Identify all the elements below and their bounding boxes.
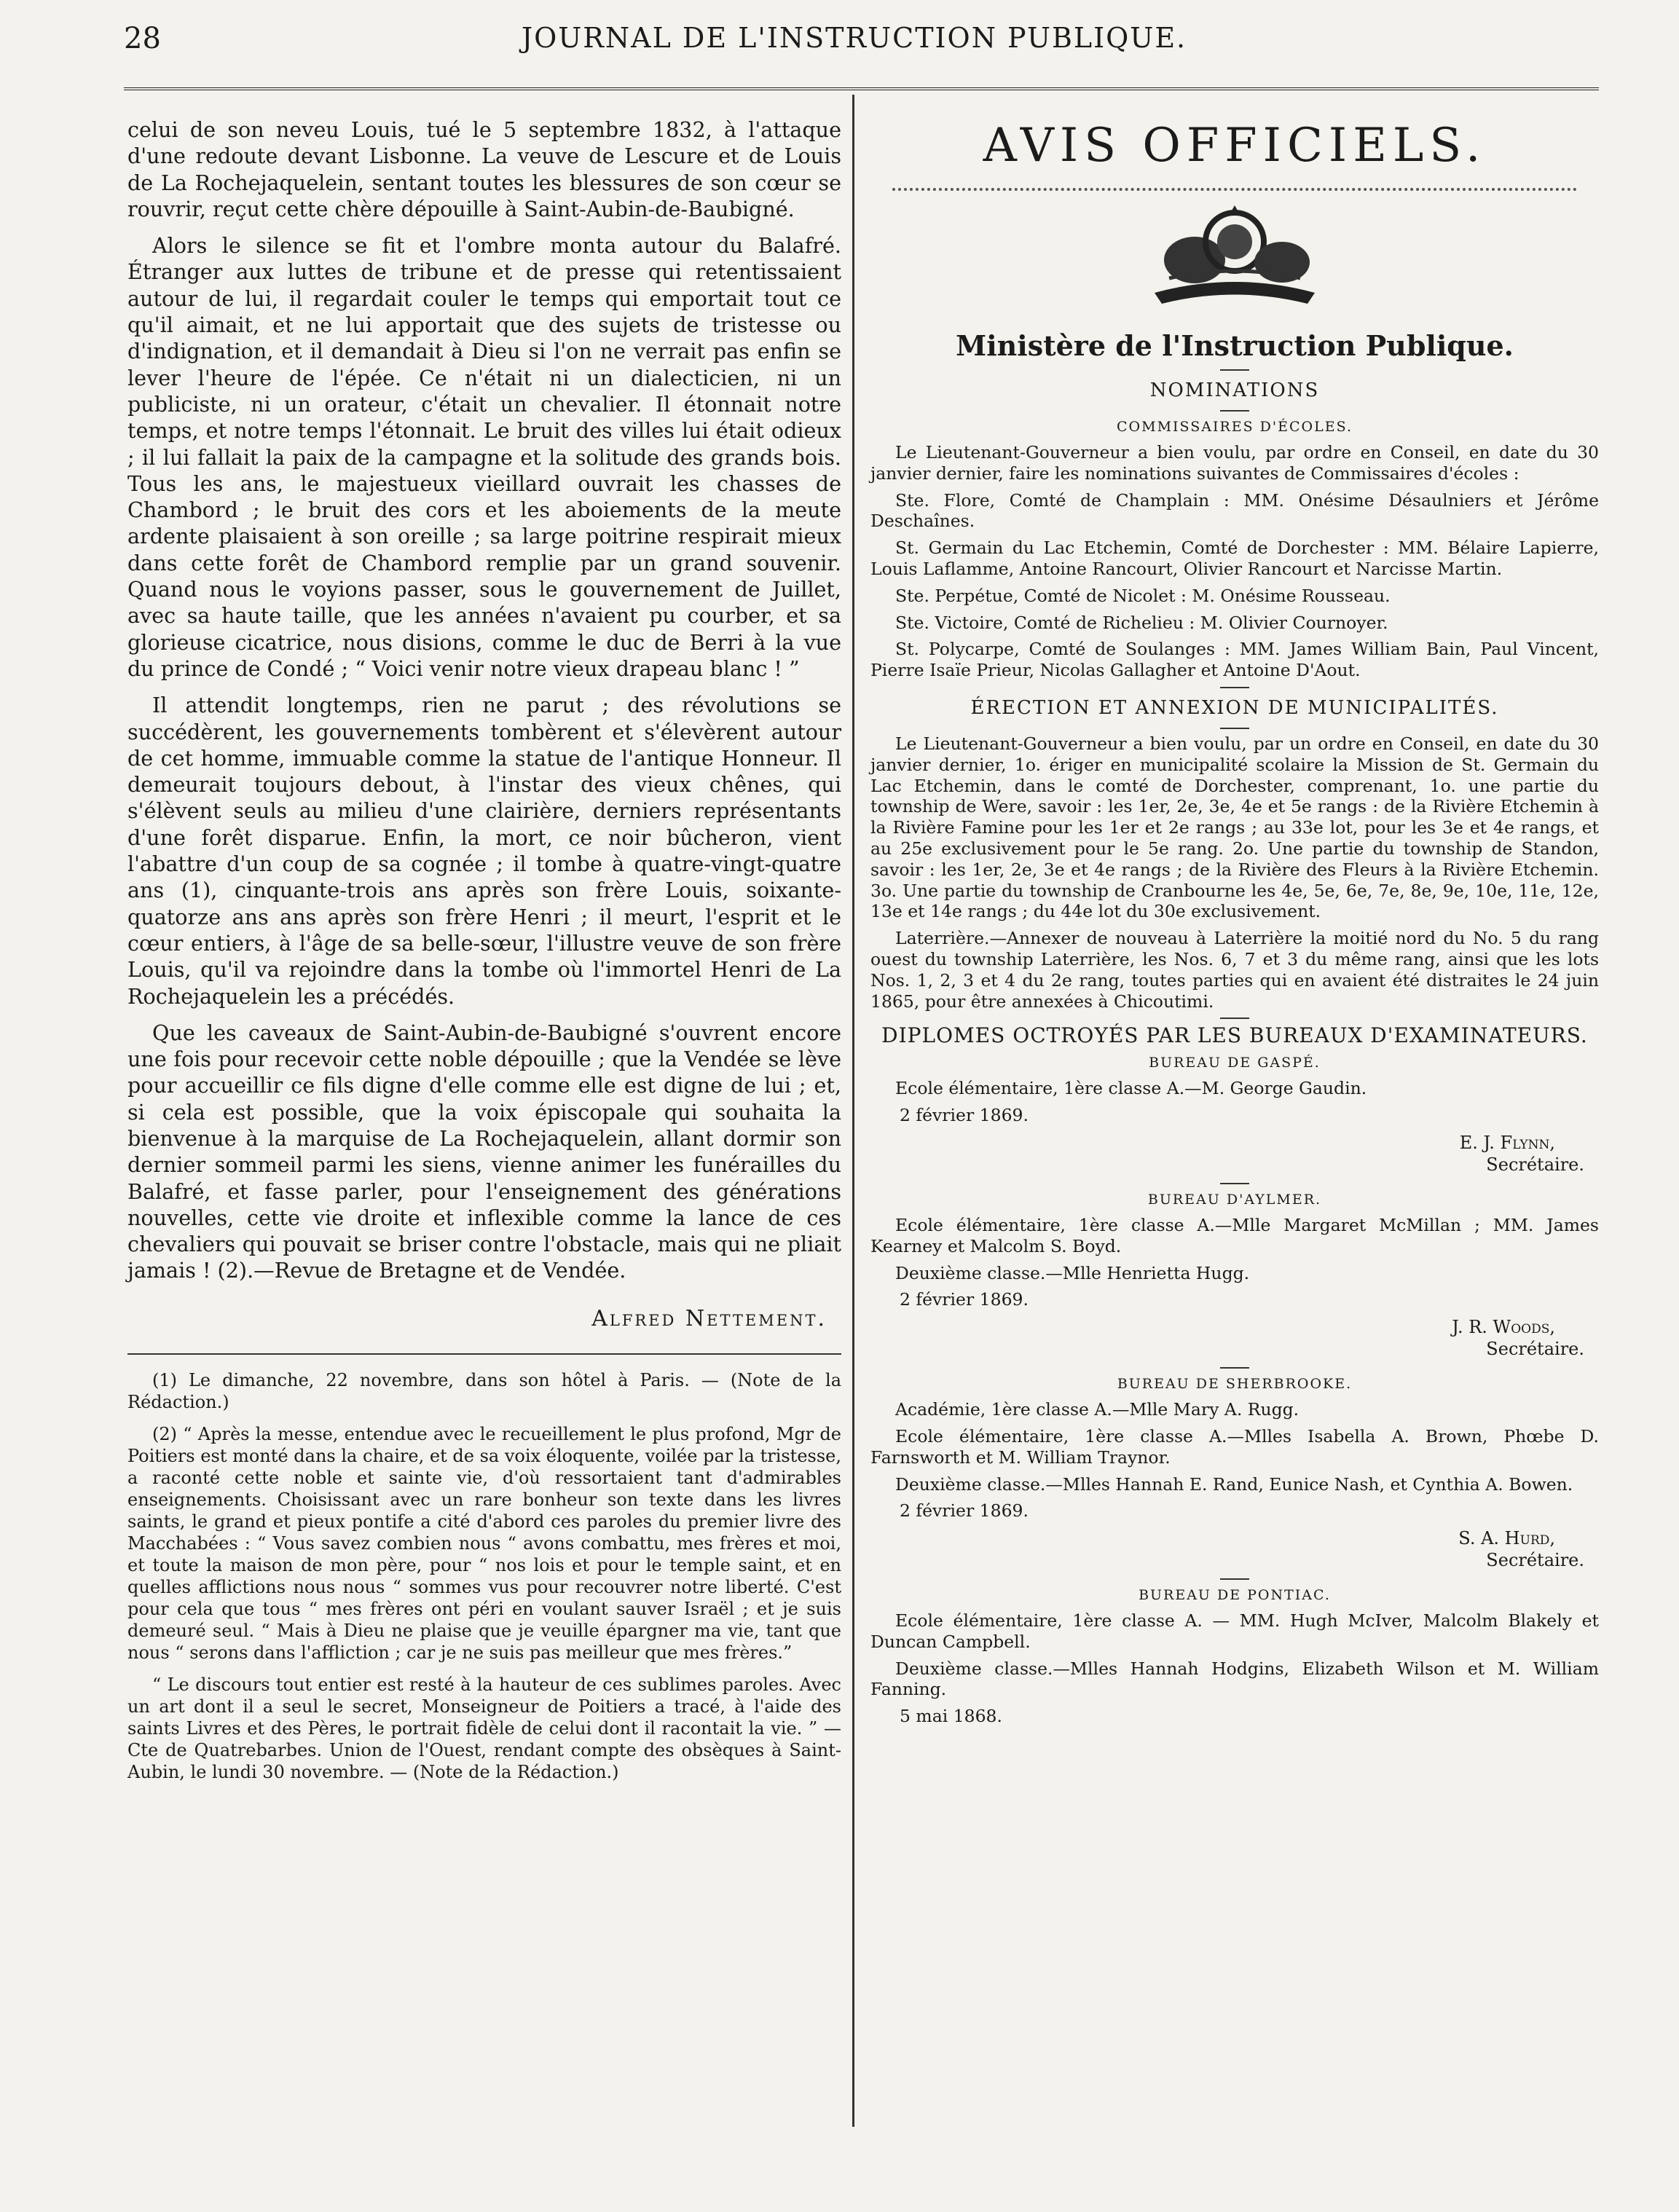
short-rule bbox=[1220, 410, 1249, 412]
bureau-name: BUREAU D'AYLMER. bbox=[1147, 1191, 1322, 1208]
secretary-signature bbox=[870, 1316, 1584, 1360]
secretary-role: Secrétaire. bbox=[1486, 1550, 1584, 1571]
secretary-role: Secrétaire. bbox=[1486, 1154, 1584, 1175]
bureau-date: 5 mai 1868. bbox=[900, 1706, 1002, 1727]
author-signature: Alfred Nettement. bbox=[591, 1305, 827, 1331]
bureau-line: Ecole élémentaire, 1ère classe A.—M. George Gaudin. bbox=[895, 1078, 1367, 1099]
dotted-rule bbox=[892, 188, 1577, 191]
bureau-line: Ecole élémentaire, 1ère classe A.—Mlles Isabella A. Brown, Phœbe D. Farnsworth et M. William Traynor. bbox=[870, 1425, 1599, 1468]
footnote: “ Le discours tout entier est resté à la hauteur de ces sublimes paroles. Avec un art dont il a seul le secret, Monseigneur de Poitiers a tracé, à l'aide des saints Livres et des Pères, le portrait fidèle de celui dont il racontait la vie. ” — Cte de Quatrebarbes. Union de l'Ouest, rendant compte des obsèques à Saint-Aubin, le lundi 30 novembre. — (Note de la Rédaction.) bbox=[127, 1674, 841, 1782]
secretary-name: E. J. Flynn, bbox=[1459, 1132, 1555, 1153]
bureau-line: Ecole élémentaire, 1ère classe A. — MM. Hugh McIver, Malcolm Blakely et Duncan Campbell. bbox=[870, 1610, 1599, 1652]
bureau-date: 2 février 1869. bbox=[900, 1105, 1029, 1126]
column-divider bbox=[852, 95, 854, 2127]
commissaires-item: St. Polycarpe, Comté de Soulanges : MM. James William Bain, Paul Vincent, Pierre Isaïe Prieur, Nicolas Gallagher et Antoine D'Aout. bbox=[870, 639, 1599, 681]
footnote-rule bbox=[127, 1353, 841, 1355]
header-rule bbox=[124, 87, 1599, 90]
coat-of-arms-icon bbox=[1125, 198, 1344, 315]
short-rule bbox=[1220, 1367, 1249, 1369]
bureau-line: Deuxième classe.—Mlles Hannah Hodgins, Elizabeth Wilson et M. William Fanning. bbox=[870, 1658, 1599, 1700]
commissaires-item: Le Lieutenant-Gouverneur a bien voulu, par ordre en Conseil, en date du 30 janvier dernier, faire les nominations suivantes de Commissaires d'écoles : bbox=[870, 442, 1599, 484]
page-header bbox=[124, 22, 1584, 66]
secretary-name: J. R. Woods, bbox=[1452, 1317, 1555, 1338]
bureau-name: BUREAU DE PONTIAC. bbox=[1139, 1587, 1331, 1604]
secretary-role: Secrétaire. bbox=[1486, 1339, 1584, 1360]
erection-paragraph: Le Lieutenant-Gouverneur a bien voulu, par un ordre en Conseil, en date du 30 janvier dernier, 1o. ériger en municipalité scolaire la Mission de St. Germain du Lac Etchemin, dans le comté de Dorchester, comprenant, 1o. une partie du township de Were, savoir : les 1er, 2e, 3e, 4e et 5e rangs : de la Rivière Etchemin à la Rivière Famine pour les 1er et 2e rangs ; au 33e lot, pour les 3e et 4e rangs, et au 25e exclusivement pour le 5e rang. 2o. Une partie du township de Standon, savoir : les 1er, 2e, 3e et 4e rangs ; de la Rivière des Fleurs à la Rivière Etchemin. 3o. Une partie du township de Cranbourne les 4e, 5e, 6e, 7e, 8e, 9e, 10e, 11e, 12e, 13e et 14e rangs ; du 44e lot du 30e exclusivement. bbox=[870, 733, 1599, 922]
short-rule bbox=[1220, 1578, 1249, 1580]
bureau-line: Deuxième classe.—Mlles Hannah E. Rand, Eunice Nash, et Cynthia A. Bowen. bbox=[895, 1473, 1573, 1495]
bureau-line: Ecole élémentaire, 1ère classe A.—Mlle Margaret McMillan ; MM. James Kearney et Malcolm S. Boyd. bbox=[870, 1214, 1599, 1256]
bureau-date: 2 février 1869. bbox=[900, 1500, 1029, 1522]
commissaires-item: Ste. Victoire, Comté de Richelieu : M. Olivier Cournoyer. bbox=[895, 612, 1388, 633]
left-column bbox=[127, 117, 841, 1793]
article-body bbox=[127, 117, 841, 1284]
short-rule bbox=[1220, 1183, 1249, 1184]
erection-paragraph: Laterrière.—Annexer de nouveau à Laterrière la moitié nord du No. 5 du rang ouest du township Laterrière, les Nos. 6, 7 et 3 du même rang, ainsi que les lots Nos. 1, 2, 3 et 4 du 2e rang, toutes parties qui en avaient été distraites le 24 juin 1865, pour être annexées à Chicoutimi. bbox=[870, 928, 1599, 1012]
article-paragraph: Il attendit longtemps, rien ne parut ; des révolutions se succédèrent, les gouvernements tombèrent et s'élevèrent autour de cet homme, immuable comme la statue de l'antique Honneur. Il demeurait toujours debout, à l'instar des vieux chênes, qui s'élèvent seuls au milieu d'une clairière, derniers représentants d'une forêt disparue. Enfin, la mort, ce noir bûcheron, vient l'abattre d'un coup de sa cognée ; il tombe à quatre-vingt-quatre ans (1), cinquante-trois ans après son frère Louis, soixante-quatorze ans ans après son frère Henri ; il meurt, l'esprit et le cœur entiers, à l'âge de sa belle-sœur, l'illustre veuve de son frère Louis, qu'il va rejoindre dans la tombe où l'immortel Henri de La Rochejaquelein les a précédés. bbox=[127, 693, 841, 1009]
erection-heading: ÉRECTION ET ANNEXION DE MUNICIPALITÉS. bbox=[970, 696, 1499, 719]
page-number: 28 bbox=[124, 22, 161, 55]
secretary-signature bbox=[870, 1132, 1584, 1176]
bureau-name: BUREAU DE SHERBROOKE. bbox=[1117, 1376, 1353, 1393]
avis-title: AVIS OFFICIELS. bbox=[983, 119, 1487, 173]
commissaires-list bbox=[870, 442, 1599, 681]
secretary-name: S. A. Hurd, bbox=[1458, 1528, 1555, 1549]
secretary-signature bbox=[870, 1527, 1584, 1571]
short-rule bbox=[1220, 1018, 1249, 1019]
commissaires-item: St. Germain du Lac Etchemin, Comté de Dorchester : MM. Bélaire Lapierre, Louis Laflamme, Antoine Rancourt, Olivier Rancourt et Narcisse Martin. bbox=[870, 538, 1599, 579]
bureau-line: Deuxième classe.—Mlle Henrietta Hugg. bbox=[895, 1262, 1250, 1283]
commissaires-item: Ste. Flore, Comté de Champlain : MM. Onésime Désaulniers et Jérôme Deschaînes. bbox=[870, 489, 1599, 532]
article-paragraph: celui de son neveu Louis, tué le 5 septembre 1832, à l'attaque d'une redoute devant Lisbonne. La veuve de Lescure et de Louis de La Rochejaquelein, sentant toutes les blessures de son cœur se rouvrir, reçut cette chère dépouille à Saint-Aubin-de-Baubigné. bbox=[127, 117, 841, 221]
bureau-entries bbox=[870, 1078, 1599, 1126]
bureau-name: BUREAU DE GASPÉ. bbox=[1149, 1055, 1321, 1071]
commissaires-item: Ste. Perpétue, Comté de Nicolet : M. Onésime Rousseau. bbox=[895, 585, 1391, 606]
article-paragraph: Que les caveaux de Saint-Aubin-de-Baubigné s'ouvrent encore une fois pour recevoir cette noble dépouille ; que la Vendée se lève pour accueillir ce fils digne d'elle comme elle est digne de lui ; et, si cela est possible, que la voix épiscopale qui souhaita la bienvenue à la marquise de La Rochejaquelein, allant dormir son dernier sommeil parmi les siens, vienne animer les funérailles du Balafré, et fasse parler, pour l'enseignement des générations nouvelles, cette vie droite et inflexible comme la lance de ces chevaliers qui pouvait se briser contre l'obstacle, mais qui ne pliait jamais ! (2).—Revue de Bretagne et de Vendée. bbox=[127, 1020, 841, 1283]
footnote: (2) “ Après la messe, entendue avec le recueillement le plus profond, Mgr de Poitiers est monté dans la chaire, et de sa voix éloquente, voilée par la tristesse, a raconté cette noble et sainte vie, d'où ressortaient tant d'admirables enseignements. Choisissant avec un rare bonheur son texte dans les livres saints, le grand et pieux pontife a cité d'abord ces paroles du premier livre des Macchabées : “ Vous savez combien nous “ avons combattu, mes frères et moi, et toute la maison de mon père, pour “ nos lois et pour le temple saint, et en quelles afflictions nous nous “ sommes vus pour recouvrer notre liberté. C'est pour cela que tous “ mes frères ont péri en voulant sauver Israël ; et je suis demeuré seul. “ Mais à Dieu ne plaise que je veuille épargner ma vie, tant que nous “ serons dans l'affliction ; car je ne suis pas meilleur que mes frères.” bbox=[127, 1423, 841, 1663]
ministere-title: Ministère de l'Instruction Publique. bbox=[956, 329, 1514, 362]
bureau-date: 2 février 1869. bbox=[900, 1289, 1029, 1310]
short-rule bbox=[1220, 687, 1249, 688]
diplomes-heading: DIPLOMES OCTROYÉS PAR LES BUREAUX D'EXAMINATEURS. bbox=[881, 1023, 1588, 1048]
bureau-entries bbox=[870, 1215, 1599, 1310]
erection-text bbox=[870, 733, 1599, 1012]
article-paragraph: Alors le silence se fit et l'ombre monta autour du Balafré. Étranger aux luttes de tribune et de presse qui retentissaient autour de lui, il regardait couler le temps qui emportait tout ce qu'il aimait, et ne lui apportait que des sujets de tristesse ou d'indignation, et il demandait à Dieu si l'on ne verrait pas enfin se lever l'heure de l'épée. Ce n'était ni un dialecticien, ni un publiciste, ni un orateur, c'était un chevalier. Il étonnait notre temps, et notre temps l'étonnait. Le bruit des villes lui était odieux ; il lui fallait la paix de la campagne et la solitude des grands bois. Tous les ans, le majestueux vieillard ouvrait les chasses de Chambord ; le bruit des cors et les aboiements de la meute ardente plaisaient à son oreille ; sa large poitrine respirait mieux dans cette forêt de Chambord remplie par un grand souvenir. Quand nous le voyions passer, sous le gouvernement de Juillet, avec sa haute taille, que les années n'avaient pu courber, et sa glorieuse cicatrice, nous disions, comme le duc de Berri à la vue du prince de Condé ; “ Voici venir notre vieux drapeau blanc ! ” bbox=[127, 233, 841, 681]
footnote: (1) Le dimanche, 22 novembre, dans son hôtel à Paris. — (Note de la Rédaction.) bbox=[127, 1369, 841, 1412]
short-rule bbox=[1220, 728, 1249, 729]
bureau-entries bbox=[870, 1610, 1599, 1727]
commissaires-heading: COMMISSAIRES D'ÉCOLES. bbox=[1117, 419, 1353, 435]
coat-of-arms-icon bbox=[870, 198, 1599, 322]
nominations-heading: NOMINATIONS bbox=[1149, 379, 1320, 401]
short-rule bbox=[1220, 369, 1249, 371]
bureau-line: Académie, 1ère classe A.—Mlle Mary A. Rugg. bbox=[895, 1399, 1299, 1420]
footnotes bbox=[127, 1369, 841, 1783]
bureau-entries bbox=[870, 1399, 1599, 1522]
journal-title: JOURNAL DE L'INSTRUCTION PUBLIQUE. bbox=[521, 22, 1187, 54]
right-column bbox=[870, 117, 1599, 1733]
